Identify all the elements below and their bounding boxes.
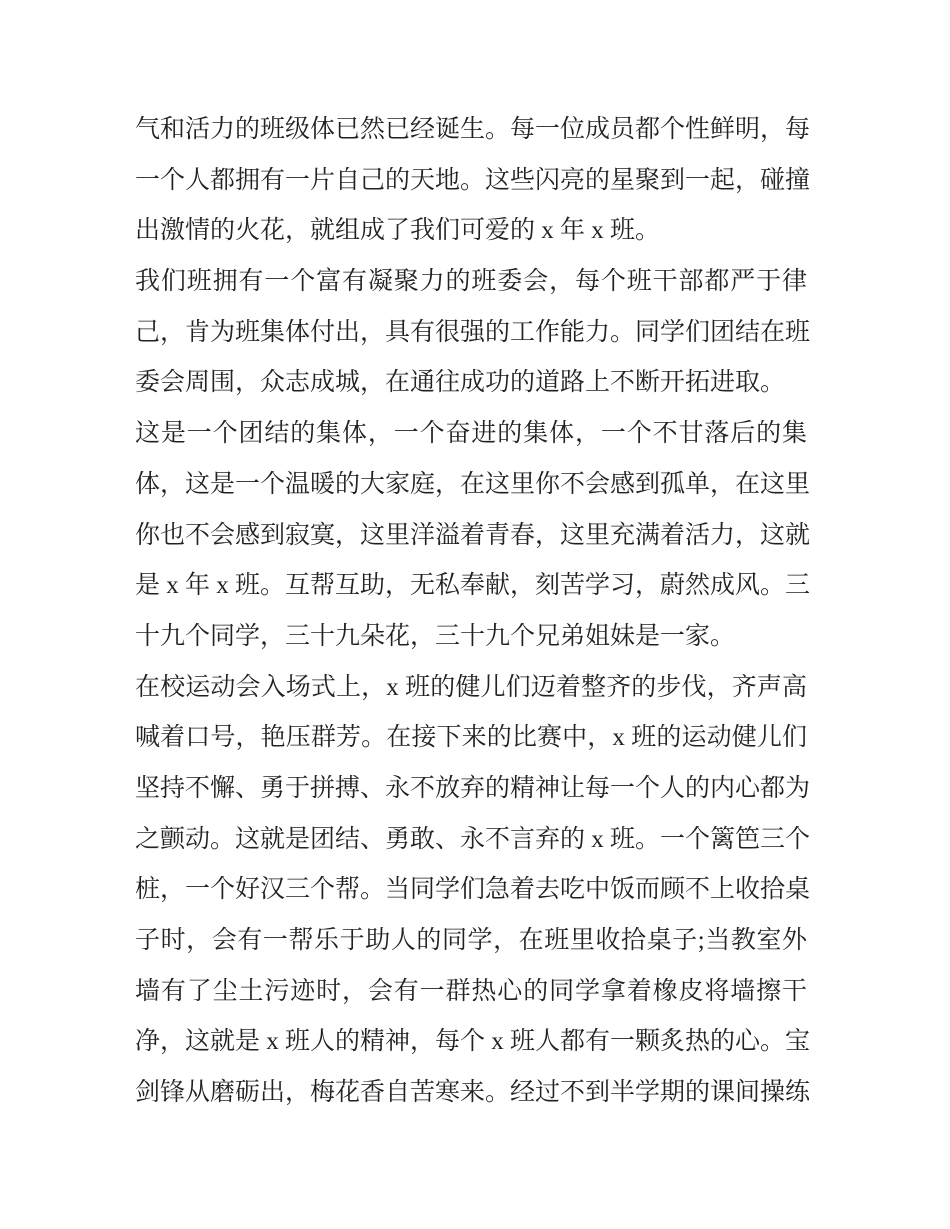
- text-line: 坚持不懈、勇于拼搏、永不放弃的精神让每一个人的内心都为: [135, 774, 811, 802]
- text-line: 一个人都拥有一片自己的天地。这些闪亮的星聚到一起，碰撞: [135, 166, 811, 194]
- text-line: 我们班拥有一个富有凝聚力的班委会，每个班干部都严于律: [135, 268, 807, 296]
- text-line: 在校运动会入场式上，x 班的健儿们迈着整齐的步伐，齐声高: [135, 673, 807, 701]
- text-line: 你也不会感到寂寞，这里洋溢着青春，这里充满着活力，这就: [135, 521, 811, 549]
- text-line: 出激情的火花，就组成了我们可爱的 x 年 x 班。: [135, 217, 661, 245]
- text-line: 这是一个团结的集体，一个奋进的集体，一个不甘落后的集: [135, 420, 807, 448]
- text-line: 是 x 年 x 班。互帮互助，无私奉献，刻苦学习，蔚然成风。三: [135, 572, 811, 600]
- text-line: 体，这是一个温暖的大家庭，在这里你不会感到孤单，在这里: [135, 470, 811, 498]
- text-line: 净，这就是 x 班人的精神，每个 x 班人都有一颗炙热的心。宝: [135, 1028, 811, 1056]
- text-line: 剑锋从磨砺出，梅花香自苦寒来。经过不到半学期的课间操练: [135, 1079, 811, 1107]
- text-line: 十九个同学，三十九朵花，三十九个兄弟姐妹是一家。: [135, 622, 736, 650]
- text-line: 桩，一个好汉三个帮。当同学们急着去吃中饭而顾不上收拾桌: [135, 876, 811, 904]
- document-text-block: [135, 105, 811, 1119]
- text-line: 喊着口号，艳压群芳。在接下来的比赛中，x 班的运动健儿们: [135, 724, 807, 752]
- text-line: 气和活力的班级体已然已经诞生。每一位成员都个性鲜明，每: [135, 116, 811, 143]
- text-line: 己，肯为班集体付出，具有很强的工作能力。同学们团结在班: [135, 318, 811, 346]
- text-line: 子时，会有一帮乐于助人的同学，在班里收拾桌子;当教室外: [135, 927, 807, 954]
- text-line: 委会周围，众志成城，在通往成功的道路上不断开拓进取。: [135, 369, 786, 397]
- text-line: 之颤动。这就是团结、勇敢、永不言弃的 x 班。一个篱笆三个: [135, 825, 811, 853]
- text-line: 墙有了尘土污迹时，会有一群热心的同学拿着橡皮将墙擦干: [135, 977, 807, 1005]
